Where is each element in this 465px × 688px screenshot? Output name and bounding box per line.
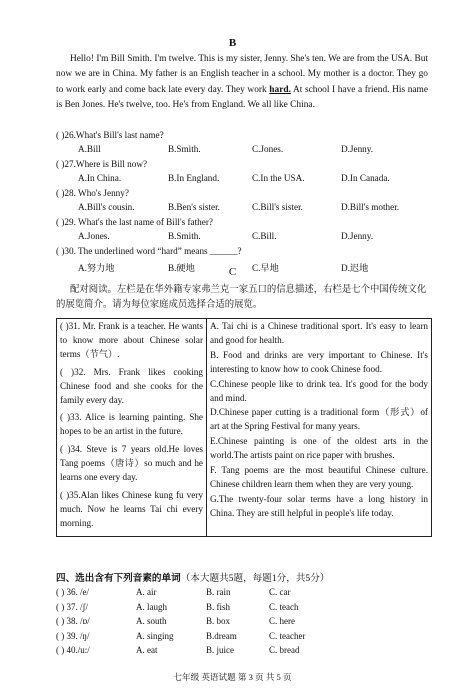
page-footer: 七年级 英语试题 第 3 页 共 5 页	[173, 672, 292, 682]
answer-option[interactable]: A.Jones.	[78, 231, 110, 241]
word-option[interactable]: B. rain	[206, 587, 231, 597]
word-option[interactable]: C. car	[269, 587, 291, 597]
answer-option[interactable]: B.Smith.	[168, 144, 201, 154]
word-option[interactable]: B. fish	[206, 601, 231, 612]
word-option[interactable]: A. laugh	[136, 601, 167, 612]
phoneme-number: ( ) 38. /ɒ/	[56, 616, 90, 626]
answer-option[interactable]: B.Ben's sister.	[168, 202, 220, 212]
word-option[interactable]: A. south	[136, 616, 167, 626]
exhibition-description: F. Tang poems are the most beautiful Chinese culture. Chinese children learn them when they are very young.	[210, 465, 428, 489]
question-stem: ( )30. The underlined word “hard” means ______?	[56, 246, 242, 256]
exhibition-column	[207, 319, 432, 537]
phoneme-row	[56, 616, 356, 629]
person-description: ( )34. Steve is 7 years old.He loves Tang poems（唐诗）so much and he learns one every day.	[60, 444, 203, 483]
section-c-intro: 配对阅读。左栏是在华外籍专家弗兰克一家五口的信息描述，右栏是七个中国传统文化的展览简介。请为每位家庭成员选择合适的展览。	[56, 285, 427, 310]
section-b-header: B	[228, 37, 237, 49]
exhibition-list	[210, 320, 428, 521]
answer-option[interactable]: A.Bill	[78, 144, 101, 154]
section-4-heading: 四、选出含有下列音素的单词	[56, 573, 181, 584]
word-option[interactable]: B. juice	[206, 645, 234, 655]
question-stem: ( )29. What's the last name of Bill's father?	[56, 217, 213, 227]
word-option[interactable]: C. here	[269, 616, 295, 626]
people-list	[60, 320, 203, 531]
matching-table	[56, 318, 432, 537]
answer-option[interactable]: B.Smith.	[168, 231, 201, 241]
exhibition-description: A. Tai chi is a Chinese traditional sport. It's easy to learn and good for health.	[210, 321, 428, 345]
answer-option[interactable]: A.Bill's cousin.	[78, 202, 135, 212]
people-column	[57, 319, 207, 537]
word-option[interactable]: A. singing	[136, 630, 174, 641]
word-option[interactable]: A. air	[136, 587, 157, 597]
passage-b-after: At school I have a friend. His name is Ben Jones. He's twelve, too. He's from England. We all like China.	[56, 84, 428, 111]
person-description: ( )31. Mr. Frank is a teacher. He wants to know more about Chinese solar terms（节气）.	[60, 321, 203, 359]
answer-option[interactable]: A.In China.	[78, 173, 122, 183]
word-option[interactable]: B. box	[206, 616, 231, 626]
answer-option[interactable]: D.Jenny.	[341, 144, 374, 154]
word-option[interactable]: C. teacher	[269, 630, 306, 641]
phoneme-row	[56, 645, 356, 658]
question-stem: ( )27.Where is Bill now?	[56, 159, 148, 169]
person-description: ( )35.Alan likes Chinese kung fu very much. Now he learns Tai chi every morning.	[60, 489, 203, 528]
exhibition-description: B. Food and drinks are very important to Chinese. It's interesting to know how to cook Chinese food.	[210, 349, 428, 374]
answer-option[interactable]: D.迟地	[341, 263, 369, 273]
phoneme-row	[56, 602, 356, 615]
question-stem: ( )28. Who's Jenny?	[56, 188, 129, 198]
word-option[interactable]: C. bread	[269, 645, 300, 655]
answer-option[interactable]: D.Bill's mother.	[341, 202, 400, 212]
section-c-header: C	[228, 266, 237, 278]
answer-option[interactable]: D.Jenny.	[341, 231, 374, 241]
answer-option[interactable]: B.In England.	[168, 173, 220, 183]
passage-b	[56, 52, 428, 114]
answer-option[interactable]: C.Bill.	[252, 231, 277, 241]
phoneme-number: ( ) 39. /ŋ/	[56, 630, 90, 641]
answer-option[interactable]: C.In the USA.	[252, 173, 305, 183]
answer-option[interactable]: C.早地	[252, 263, 279, 273]
passage-b-before: Hello! I'm Bill Smith. I'm twelve. This is my sister, Jenny. She's ten. We are from the USA. But now we are in China. My father is an English teacher in a school. My mother is a doctor. They go to work early and come back late every day. They work	[56, 54, 428, 95]
phoneme-row	[56, 631, 356, 644]
answer-option[interactable]: B.硬地	[168, 263, 195, 273]
section-4-note: （本大题共5题，每题1分，共5分）	[180, 573, 330, 584]
phoneme-row	[56, 587, 356, 600]
exhibition-description: D.Chinese paper cutting is a traditional form（形式）of art at the Spring Festival for many years.	[210, 407, 428, 432]
answer-option[interactable]: D.In Canada.	[341, 173, 390, 183]
exhibition-description: C.Chinese people like to drink tea. It's good for the body and mind.	[210, 378, 428, 403]
exhibition-description: G.The twenty-four solar terms have a long history in China. They are still helpful in people's life today.	[210, 493, 428, 518]
section-4-title	[56, 570, 329, 584]
word-option[interactable]: B.dream	[206, 630, 237, 641]
word-option[interactable]: A. eat	[136, 645, 158, 655]
person-description: ( )32. Mrs. Frank likes cooking Chinese food and she cooks for the family every day.	[60, 366, 203, 405]
answer-option[interactable]: C.Bill's sister.	[252, 202, 303, 212]
exhibition-description: E.Chinese painting is one of the oldest arts in the world.The artists paint on rice paper with brushes.	[210, 436, 428, 461]
answer-option[interactable]: A.努力地	[78, 263, 115, 273]
person-description: ( )33. Alice is learning painting. She hopes to be an artist in the future.	[60, 412, 203, 437]
passage-b-underlined-word: hard.	[269, 84, 291, 95]
phoneme-number: ( ) 40./u:/	[56, 645, 90, 655]
answer-option[interactable]: C.Jones.	[252, 144, 284, 154]
phoneme-number: ( ) 37. /ʃ/	[56, 601, 88, 612]
phoneme-number: ( ) 36. /e/	[56, 587, 89, 597]
question-stem: ( )26.What's Bill's last name?	[56, 130, 164, 140]
word-option[interactable]: C. teach	[269, 601, 299, 612]
